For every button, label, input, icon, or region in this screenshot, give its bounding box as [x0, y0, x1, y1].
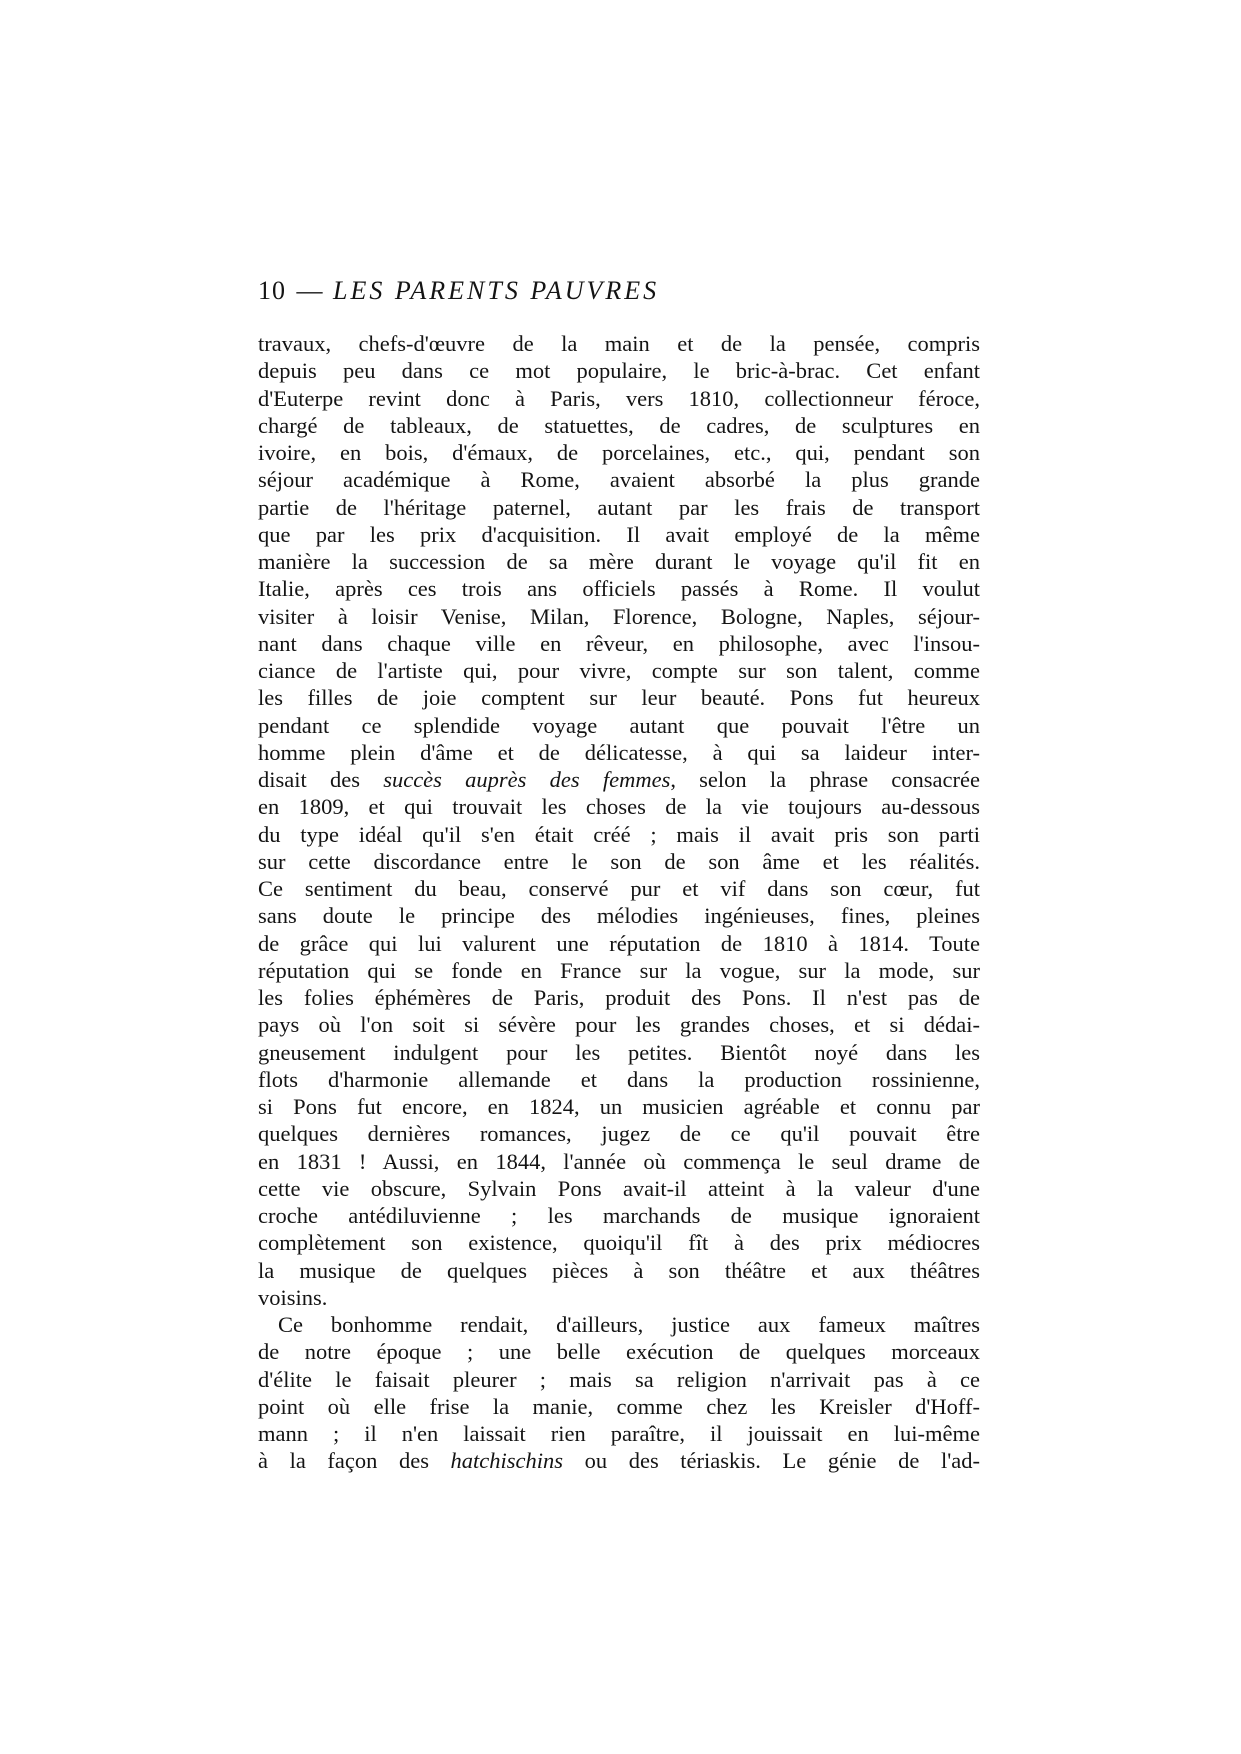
text-line: cette vie obscure, Sylvain Pons avait-il atteint à la valeur d'une [258, 1175, 980, 1201]
paragraph-2 [258, 1311, 980, 1475]
text-line: d'élite le faisait pleurer ; mais sa religion n'arrivait pas à ce [258, 1366, 980, 1392]
text-line: gneusement indulgent pour les petites. Bientôt noyé dans les [258, 1039, 980, 1065]
text-line: en 1831 ! Aussi, en 1844, l'année où commença le seul drame de [258, 1148, 980, 1174]
running-head [258, 273, 978, 309]
text-line: travaux, chefs-d'œuvre de la main et de la pensée, compris [258, 331, 980, 356]
text-line: visiter à loisir Venise, Milan, Florence, Bologne, Naples, séjour- [258, 603, 980, 629]
text-line-with-italic [258, 1447, 980, 1474]
text-line: en 1809, et qui trouvait les choses de la vie toujours au-dessous [258, 794, 980, 820]
text-line-last: voisins. [258, 1284, 328, 1310]
text-line: flots d'harmonie allemande et dans la production rossinienne, [258, 1066, 980, 1092]
text-line: croche antédiluvienne ; les marchands de musique ignoraient [258, 1203, 980, 1228]
text-line: les folies éphémères de Paris, produit des Pons. Il n'est pas de [258, 985, 980, 1010]
text-line: si Pons fut encore, en 1824, un musicien agréable et connu par [258, 1094, 980, 1119]
text-line: séjour académique à Rome, avaient absorbé la plus grande [258, 467, 980, 493]
text-line: mann ; il n'en laissait rien paraître, il jouissait en lui-même [258, 1421, 980, 1446]
text-line: pendant ce splendide voyage autant que pouvait l'être un [258, 712, 980, 738]
text-line: partie de l'héritage paternel, autant par les frais de transport [258, 494, 980, 520]
text-line: manière la succession de sa mère durant le voyage qu'il fit en [258, 549, 980, 574]
book-title: LES PARENTS PAUVRES [333, 276, 660, 305]
text-line: chargé de tableaux, de statuettes, de cadres, de sculptures en [258, 412, 980, 438]
text-line: la musique de quelques pièces à son théâtre et aux théâtres [258, 1257, 980, 1283]
page-number: 10 [258, 276, 286, 305]
text-run: disait des [258, 767, 384, 792]
text-line: Italie, après ces trois ans officiels passés à Rome. Il voulut [258, 576, 980, 602]
text-line: réputation qui se fonde en France sur la vogue, sur la mode, sur [258, 957, 980, 983]
text-line: d'Euterpe revint donc à Paris, vers 1810, collectionneur féroce, [258, 385, 980, 411]
text-line: les filles de joie comptent sur leur beauté. Pons fut heureux [258, 685, 980, 711]
text-line: quelques dernières romances, jugez de ce qu'il pouvait être [258, 1121, 980, 1147]
text-line: Ce bonhomme rendait, d'ailleurs, justice aux fameux maîtres [278, 1312, 980, 1337]
body-text [258, 330, 980, 1475]
text-line: Ce sentiment du beau, conservé pur et vif dans son cœur, fut [258, 876, 980, 901]
text-run: ou des tériaskis. Le génie de l'ad- [563, 1448, 980, 1474]
italic-phrase: succès auprès des femmes [383, 767, 671, 792]
text-line: que par les prix d'acquisition. Il avait employé de la même [258, 521, 980, 547]
text-line: ivoire, en bois, d'émaux, de porcelaines, etc., qui, pendant son [258, 440, 980, 465]
paragraph-1 [258, 330, 980, 1311]
text-line: pays où l'on soit si sévère pour les grandes choses, et si dédai- [258, 1012, 980, 1038]
text-line: point où elle frise la manie, comme chez les Kreisler d'Hoff- [258, 1393, 980, 1419]
text-run: , selon la phrase consacrée [670, 767, 980, 792]
text-line: ciance de l'artiste qui, pour vivre, compte sur son talent, comme [258, 658, 980, 683]
text-line: depuis peu dans ce mot populaire, le bric-à-brac. Cet enfant [258, 358, 980, 384]
text-line-with-italic [258, 766, 980, 793]
text-line: sur cette discordance entre le son de son âme et les réalités. [258, 848, 980, 874]
text-line: sans doute le principe des mélodies ingénieuses, fines, pleines [258, 903, 980, 929]
header-separator: — [296, 276, 323, 305]
text-line: homme plein d'âme et de délicatesse, à qui sa laideur inter- [258, 739, 980, 765]
text-line: de grâce qui lui valurent une réputation de 1810 à 1814. Toute [258, 930, 980, 956]
italic-word: hatchischins [450, 1448, 564, 1474]
text-run: à la façon des [258, 1448, 451, 1474]
text-line: de notre époque ; une belle exécution de quelques morceaux [258, 1339, 980, 1365]
text-line: nant dans chaque ville en rêveur, en philosophe, avec l'insou- [258, 630, 980, 656]
text-line: du type idéal qu'il s'en était créé ; mais il avait pris son parti [258, 821, 980, 847]
text-line: complètement son existence, quoiqu'il fît à des prix médiocres [258, 1230, 980, 1256]
